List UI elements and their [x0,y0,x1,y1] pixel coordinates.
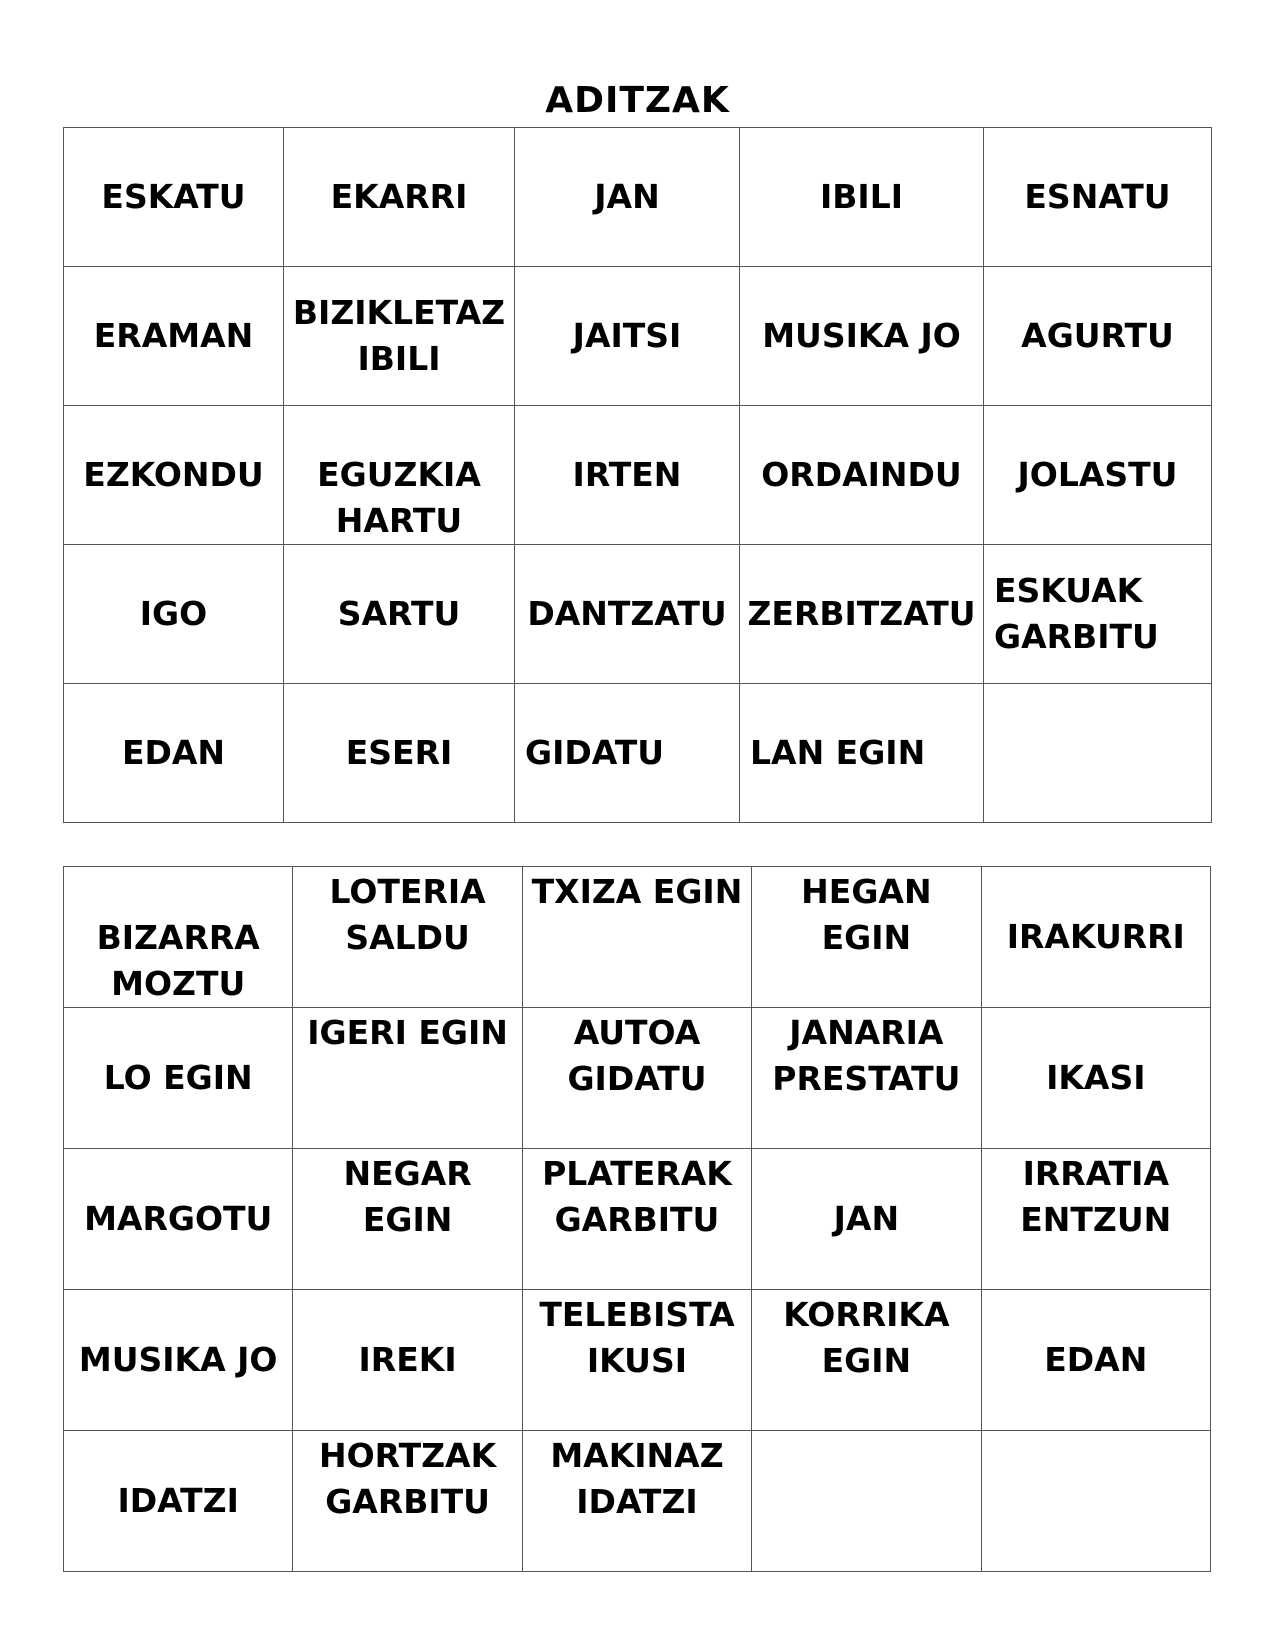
table-cell [984,684,1212,823]
table-cell: BIZARRA MOZTU [64,867,293,1008]
table-cell: EDAN [64,684,284,823]
table-cell: JANARIA PRESTATU [752,1008,981,1149]
table-cell: ESNATU [984,128,1212,267]
table-cell: GIDATU [515,684,740,823]
table-cell: MAKINAZ IDATZI [522,1431,751,1572]
table-row [64,1149,1211,1290]
table-cell: AGURTU [984,267,1212,406]
table-cell: PLATERAK GARBITU [522,1149,751,1290]
table-cell: TXIZA EGIN [522,867,751,1008]
table-cell: IKASI [981,1008,1210,1149]
table-cell: HEGAN EGIN [752,867,981,1008]
table-cell [752,1431,981,1572]
verbs-table-1 [63,127,1212,823]
table-cell: MUSIKA JO [64,1290,293,1431]
table-cell: IREKI [293,1290,522,1431]
table-cell: EGUZKIA HARTU [284,406,515,545]
table-cell: AUTOA GIDATU [522,1008,751,1149]
table-cell: ORDAINDU [740,406,984,545]
table-row [64,1290,1211,1431]
table-cell: LOTERIA SALDU [293,867,522,1008]
table-cell: MARGOTU [64,1149,293,1290]
table-cell: HORTZAK GARBITU [293,1431,522,1572]
table-cell: JAN [515,128,740,267]
table-cell: ZERBITZATU [740,545,984,684]
table-row [64,867,1211,1008]
table-cell: IDATZI [64,1431,293,1572]
table-cell: LO EGIN [64,1008,293,1149]
table-cell: ESERI [284,684,515,823]
table-cell: JOLASTU [984,406,1212,545]
table-row [64,267,1212,406]
table-cell: IRTEN [515,406,740,545]
table-cell: EZKONDU [64,406,284,545]
table-row [64,406,1212,545]
table-row [64,128,1212,267]
table-cell: ESKUAK GARBITU [984,545,1212,684]
table-cell: ERAMAN [64,267,284,406]
table-cell: EDAN [981,1290,1210,1431]
table-row [64,545,1212,684]
table-cell: DANTZATU [515,545,740,684]
table-cell: IRRATIA ENTZUN [981,1149,1210,1290]
table-cell: EKARRI [284,128,515,267]
verbs-table-2 [63,866,1211,1572]
table-cell: MUSIKA JO [740,267,984,406]
table-cell: JAITSI [515,267,740,406]
table-cell: NEGAR EGIN [293,1149,522,1290]
table-cell: JAN [752,1149,981,1290]
table-cell: LAN EGIN [740,684,984,823]
table-row [64,684,1212,823]
table-row [64,1431,1211,1572]
table-cell: IGERI EGIN [293,1008,522,1149]
table-cell: IRAKURRI [981,867,1210,1008]
table-cell: KORRIKA EGIN [752,1290,981,1431]
table-row [64,1008,1211,1149]
table-cell: ESKATU [64,128,284,267]
page-title: ADITZAK [545,80,730,121]
table-cell [981,1431,1210,1572]
table-cell: SARTU [284,545,515,684]
table-cell: BIZIKLETAZ IBILI [284,267,515,406]
table-cell: IGO [64,545,284,684]
table-cell: TELEBISTA IKUSI [522,1290,751,1431]
table-cell: IBILI [740,128,984,267]
